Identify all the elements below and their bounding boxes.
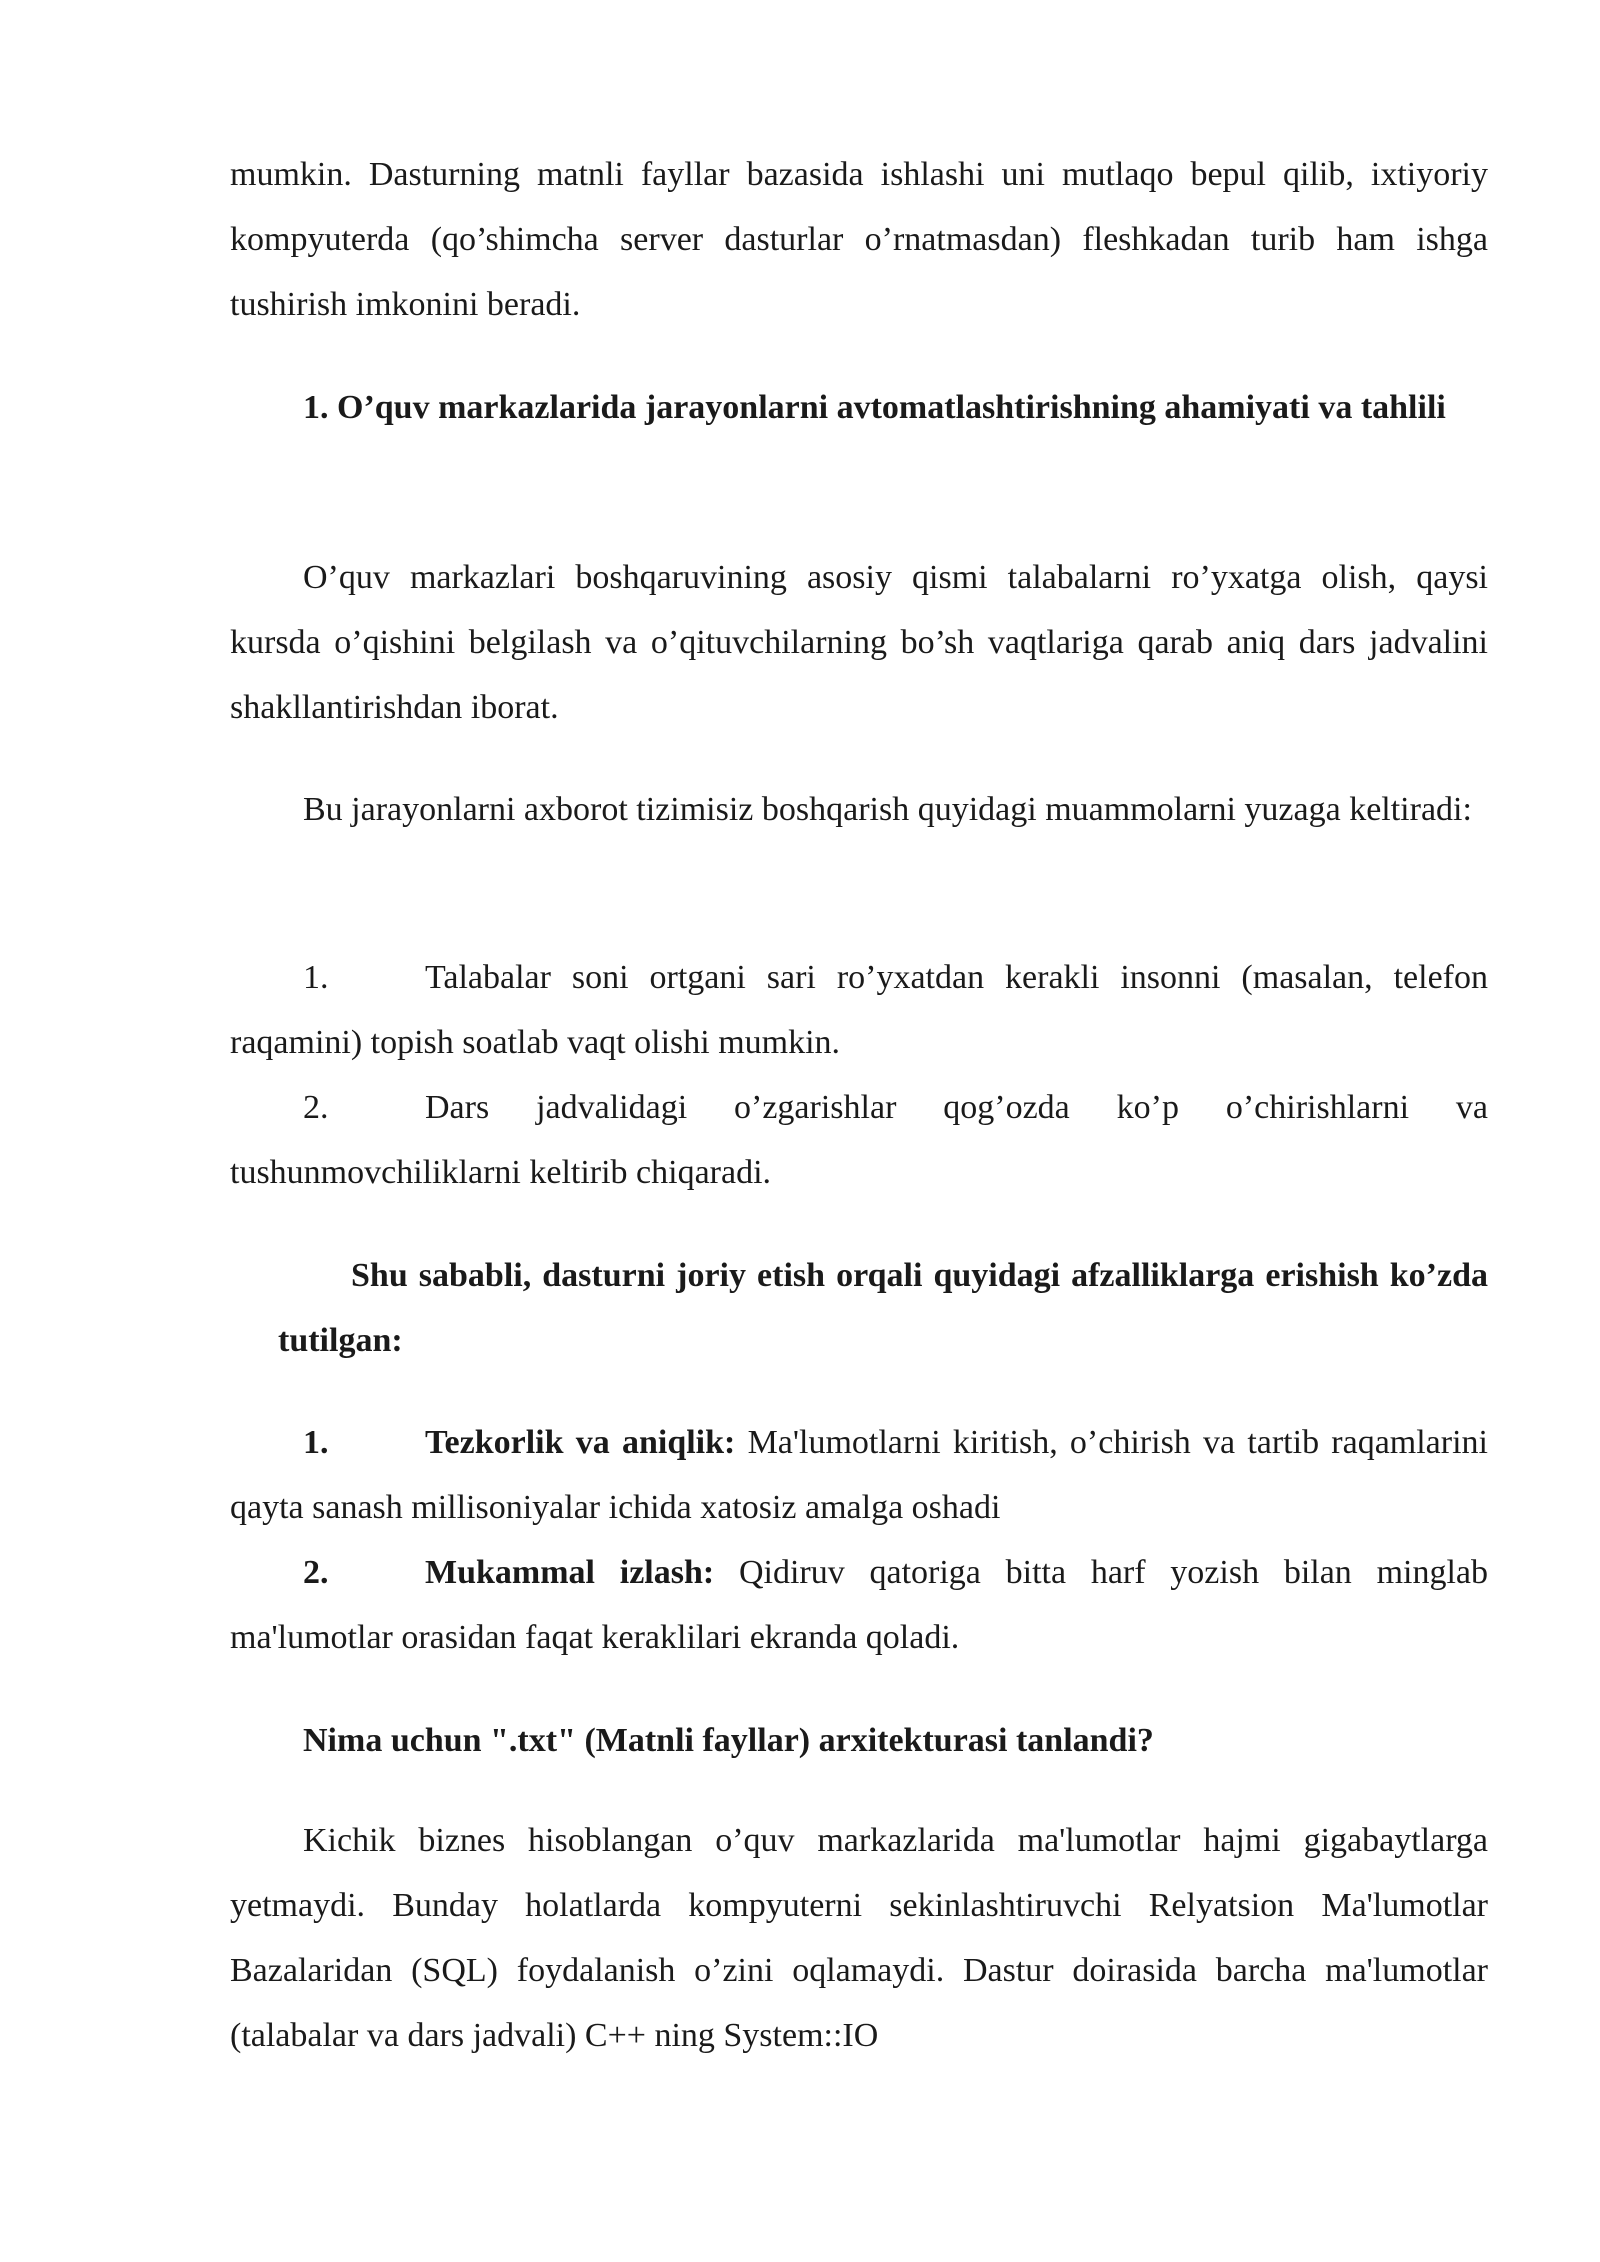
paragraph-problems-intro: Bu jarayonlarni axborot tizimisiz boshqarish quyidagi muammolarni yuzaga keltiradi:	[303, 791, 1472, 828]
intro-paragraph: mumkin. Dasturning matnli fayllar bazasida ishlashi uni mutlaqo bepul qilib, ixtiyoriy kompyuterda (qo’shimcha server dasturlar o’rnatmasdan) fleshkadan turib ham ishga tushirish imkonini beradi.	[230, 156, 1488, 323]
list-number: 2.	[303, 1089, 329, 1126]
list-number: 1.	[303, 959, 329, 996]
list-label: Tezkorlik va aniqlik:	[425, 1424, 736, 1461]
section-heading-3: Nima uchun ".txt" (Matnli fayllar) arxitekturasi tanlandi?	[303, 1722, 1154, 1759]
list-text: Dars jadvalidagi o’zgarishlar qog’ozda ko’p o’chirishlarni va tushunmovchiliklarni keltirib chiqaradi.	[230, 1089, 1488, 1191]
list-item	[230, 1075, 1488, 1205]
list-number: 2.	[303, 1554, 329, 1591]
list-item	[230, 1410, 1488, 1540]
list-item	[230, 1540, 1488, 1670]
list-number: 1.	[303, 1424, 329, 1461]
list-text: Talabalar soni ortgani sari ro’yxatdan kerakli insonni (masalan, telefon raqamini) topish soatlab vaqt olishi mumkin.	[230, 959, 1488, 1061]
list-item	[230, 945, 1488, 1075]
paragraph-centers-management: O’quv markazlari boshqaruvining asosiy qismi talabalarni ro’yxatga olish, qaysi kursda o’qishini belgilash va o’qituvchilarning bo’sh vaqtlariga qarab aniq dars jadvalini shakllantirishdan iborat.	[230, 559, 1488, 726]
list-label: Mukammal izlash:	[425, 1554, 715, 1591]
list-text: Qidiruv qatoriga bitta harf yozish bilan minglab ma'lumotlar orasidan faqat keraklilari ekranda qoladi.	[230, 1554, 1488, 1656]
section-heading-1: 1. O’quv markazlarida jarayonlarni avtomatlashtirishning ahamiyati va tahlili	[303, 389, 1446, 426]
list-text: Ma'lumotlarni kiritish, o’chirish va tartib raqamlarini qayta sanash millisoniyalar ichida xatosiz amalga oshadi	[230, 1424, 1488, 1526]
paragraph-txt-architecture: Kichik biznes hisoblangan o’quv markazlarida ma'lumotlar hajmi gigabaytlarga yetmaydi. Bunday holatlarda kompyuterni sekinlashtiruvchi Relyatsion Ma'lumotlar Bazalaridan (SQL) foydalanish o’zini oqlamaydi. Dastur doirasida barcha ma'lumotlar (talabalar va dars jadvali) C++ ning System::IO	[230, 1822, 1488, 2054]
section-heading-2: Shu sababli, dasturni joriy etish orqali quyidagi afzalliklarga erishish ko’zda tutilgan:	[278, 1257, 1488, 1359]
